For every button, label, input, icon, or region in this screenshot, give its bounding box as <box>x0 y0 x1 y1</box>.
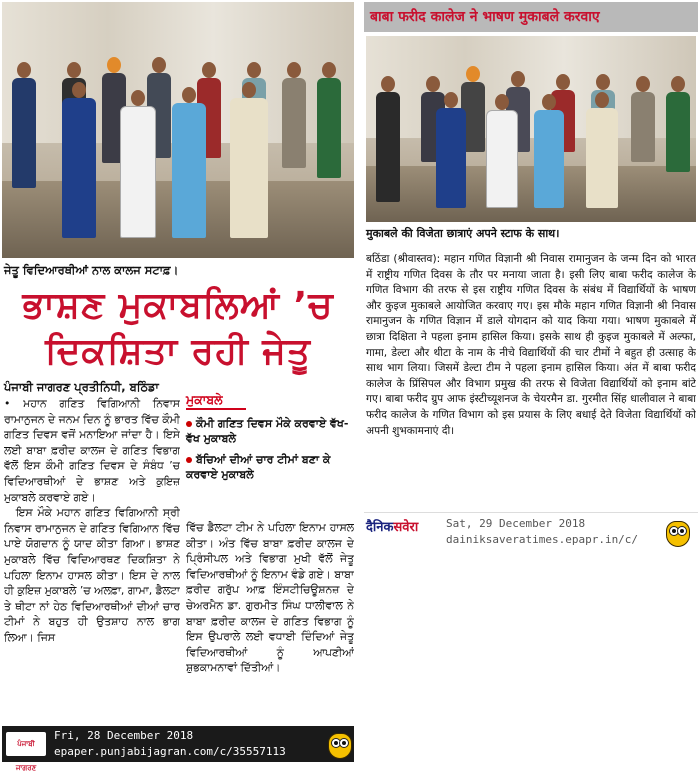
left-headline <box>2 283 354 375</box>
box-item-2: ਬੱਚਿਆਂ ਦੀਆਂ ਚਾਰ ਟੀਮਾਂ ਬਣਾ ਕੇ ਕਰਵਾਏ ਮੁਕਾਬਲੇ <box>186 453 331 481</box>
owl-icon <box>326 729 352 759</box>
right-headline: बाबा फरीद कालेज ने भाषण मुकाबले करवाए <box>370 9 600 25</box>
left-body-col2: ਵਿੱਚ ਡੈਲਟਾ ਟੀਮ ਨੇ ਪਹਿਲਾ ਇਨਾਮ ਹਾਸਲ ਕੀਤਾ। ਅੰਤ ਵਿੱਚ ਬਾਬਾ ਫ਼ਰੀਦ ਕਾਲਜ ਦੇ ਪ੍ਰਿੰਸੀਪਲ ਅਤੇ ਵਿਭਾਗ ਮੁਖੀ ਵੱਲੋਂ ਜੇਤੂ ਵਿਦਿਆਰਥੀਆਂ ਨੂੰ ਇਨਾਮ ਵੰਡੇ ਗਏ। ਬਾਬਾ ਫ਼ਰੀਦ ਗਰੁੱਪ ਆਫ਼ ਇੰਸਟੀਚਿਊਸ਼ਨਜ਼ ਦੇ ਚੇਅਰਮੈਨ ਡਾ. ਗੁਰਮੀਤ ਸਿੰਘ ਧਾਲੀਵਾਲ ਨੇ ਬਾਬਾ ਫ਼ਰੀਦ ਕਾਲਜ ਦੇ ਗਣਿਤ ਵਿਭਾਗ ਨੂੰ ਇਸ ਉਪਰਾਲੇ ਲਈ ਵਧਾਈ ਦਿੰਦਿਆਂ ਜੇਤੂ ਵਿਦਿਆਰਥੀਆਂ ਨੂੰ ਆਪਣੀਆਂ ਸ਼ੁਭਕਾਮਨਾਵਾਂ ਦਿੱਤੀਆਂ। <box>186 521 354 675</box>
bullet-icon <box>186 457 192 463</box>
left-headline-line2: ਦਿਕਸ਼ਿਤਾ ਰਹੀ ਜੇਤੂ <box>45 331 311 372</box>
left-byline: ਪੰਜਾਬੀ ਜਾਗਰਣ ਪ੍ਰਤੀਨਿਧੀ, ਬਠਿੰਡਾ <box>4 380 159 394</box>
left-body-para1: • ਮਹਾਨ ਗਣਿਤ ਵਿਗਿਆਨੀ ਨਿਵਾਸ ਰਾਮਾਨੁਜਨ ਦੇ ਜਨਮ ਦਿਨ ਨੂੰ ਭਾਰਤ ਵਿੱਚ ਕੌਮੀ ਗਣਿਤ ਦਿਵਸ ਵਜੋਂ ਮਨਾਇਆ ਜਾਂਦਾ ਹੈ। ਇਸੇ ਲਈ ਬਾਬਾ ਫ਼ਰੀਦ ਕਾਲਜ ਦੇ ਗਣਿਤ ਵਿਭਾਗ ਵੱਲੋਂ ਇਸ ਕੌਮੀ ਗਣਿਤ ਦਿਵਸ ਦੇ ਸੰਬੰਧ ’ਚ ਵਿਦਿਆਰਥੀਆਂ ਦੇ ਭਾਸ਼ਣ ਅਤੇ ਕੁਇਜ਼ ਮੁਕਾਬਲੇ ਕਰਵਾਏ ਗਏ। <box>4 397 180 504</box>
right-footer-date: Sat, 29 December 2018 <box>446 517 586 530</box>
dainik-savera-logo: दैनिकसवेरा <box>366 520 419 535</box>
right-body: बठिंडा (श्रीवास्तव): महान गणित विज्ञानी श्री निवास रामानुजन के जन्म दिन को भारत में राष्ट्रीय गणित दिवस के तौर पर मनाया जाता है। इसी लिए बाबा फरीद कालेज के गणित विभाग की तरफ से इस राष्ट्रीय गणित दिवस के संबंध में विद्यार्थियों के भाषण और कुइज मुकाबले आयोजित करवाए गए। इस मौके महान गणित विज्ञानी श्री निवास रामानुजन के गणित विज्ञान में डाले योगदान को याद किया गया। भाषण मुकाबले में छात्रा दिक्षिता ने पहला इनाम हासिल किया। इसके साथ ही कुइज मुकाबले में अल्फा, गामा, डेल्टा और थीटा के नाम के नीचे विद्यार्थियों की चार टीमों ने बहुत ही उत्साह के साथ भाग लिया। जिसमें डेल्टा टीम ने पहला इनाम हासिल किया। अंत में बाबा फरीद कालेज के प्रिंसिपल और विभाग प्रमुख की तरफ से विजेता विद्यार्थियों को इनाम बांटे गए। बाबा फरीद ग्रुप आफ इंस्टीच्यूशनज के चेयरमैन डा. गुरमीत सिंह धालीवाल ने बाबा फरीद कालेज के गणित विभाग को इस प्रयास के लिए बधाई देते विजेता विद्यार्थियों को अपनी शुभकामनाएं दी। <box>366 253 696 437</box>
left-footer <box>2 726 354 772</box>
left-footer-url[interactable]: epaper.punjabijagran.com/c/35557113 <box>54 745 286 758</box>
left-photo-caption: ਜੇਤੂ ਵਿਦਿਆਰਥੀਆਂ ਨਾਲ ਕਾਲਜ ਸਟਾਫ਼। <box>4 263 179 277</box>
left-photo <box>2 2 354 258</box>
right-photo <box>366 36 696 222</box>
right-footer-url[interactable]: dainiksaveratimes.epapr.in/c/ <box>446 533 639 546</box>
bullet-icon <box>186 421 192 427</box>
left-body-para2: ਇਸ ਮੌਕੇ ਮਹਾਨ ਗਣਿਤ ਵਿਗਿਆਨੀ ਸ੍ਰੀ ਨਿਵਾਸ ਰਾਮਾਨੁਜਨ ਦੇ ਗਣਿਤ ਵਿਗਿਆਨ ਵਿੱਚ ਪਾਏ ਯੋਗਦਾਨ ਨੂੰ ਯਾਦ ਕੀਤਾ ਗਿਆ। ਭਾਸ਼ਣ ਮੁਕਾਬਲੇ ਵਿੱਚ ਵਿਦਿਆਰਥਣ ਦਿਕਸ਼ਿਤਾ ਨੇ ਪਹਿਲਾ ਇਨਾਮ ਹਾਸਲ ਕੀਤਾ। ਇਸ ਦੇ ਨਾਲ ਹੀ ਕੁਇਜ਼ ਮੁਕਾਬਲੇ ’ਚ ਅਲਫ਼ਾ, ਗਾਮਾ, ਡੈਲਟਾ ਤੇ ਥੀਟਾ ਨਾਂ ਹੇਠ ਵਿਦਿਆਰਥੀਆਂ ਦੀਆਂ ਚਾਰ ਟੀਮਾਂ ਨੇ ਬਹੁਤ ਹੀ ਉਤਸ਼ਾਹ ਨਾਲ ਭਾਗ ਲਿਆ। ਜਿਸ <box>4 506 180 644</box>
box-title: ਮੁਕਾਬਲੇ <box>186 392 246 410</box>
right-photo-caption: मुकाबले की विजेता छात्राएं अपने स्टाफ के साथ। <box>366 227 560 240</box>
left-body-col1 <box>4 396 180 716</box>
right-footer <box>364 512 698 551</box>
right-header <box>364 2 698 32</box>
box-item-1: ਕੌਮੀ ਗਣਿਤ ਦਿਵਸ ਮੌਕੇ ਕਰਵਾਏ ਵੱਖ-ਵੱਖ ਮੁਕਾਬਲੇ <box>186 417 349 445</box>
punjabi-jagran-logo: ਪੰਜਾਬੀ ਜਾਗਰਣ <box>6 732 46 756</box>
left-highlight-box <box>186 392 354 512</box>
left-headline-line1: ਭਾਸ਼ਣ ਮੁਕਾਬਲਿਆਂ ’ਚ <box>22 285 334 326</box>
owl-icon <box>664 517 690 547</box>
left-footer-date: Fri, 28 December 2018 <box>54 729 194 742</box>
